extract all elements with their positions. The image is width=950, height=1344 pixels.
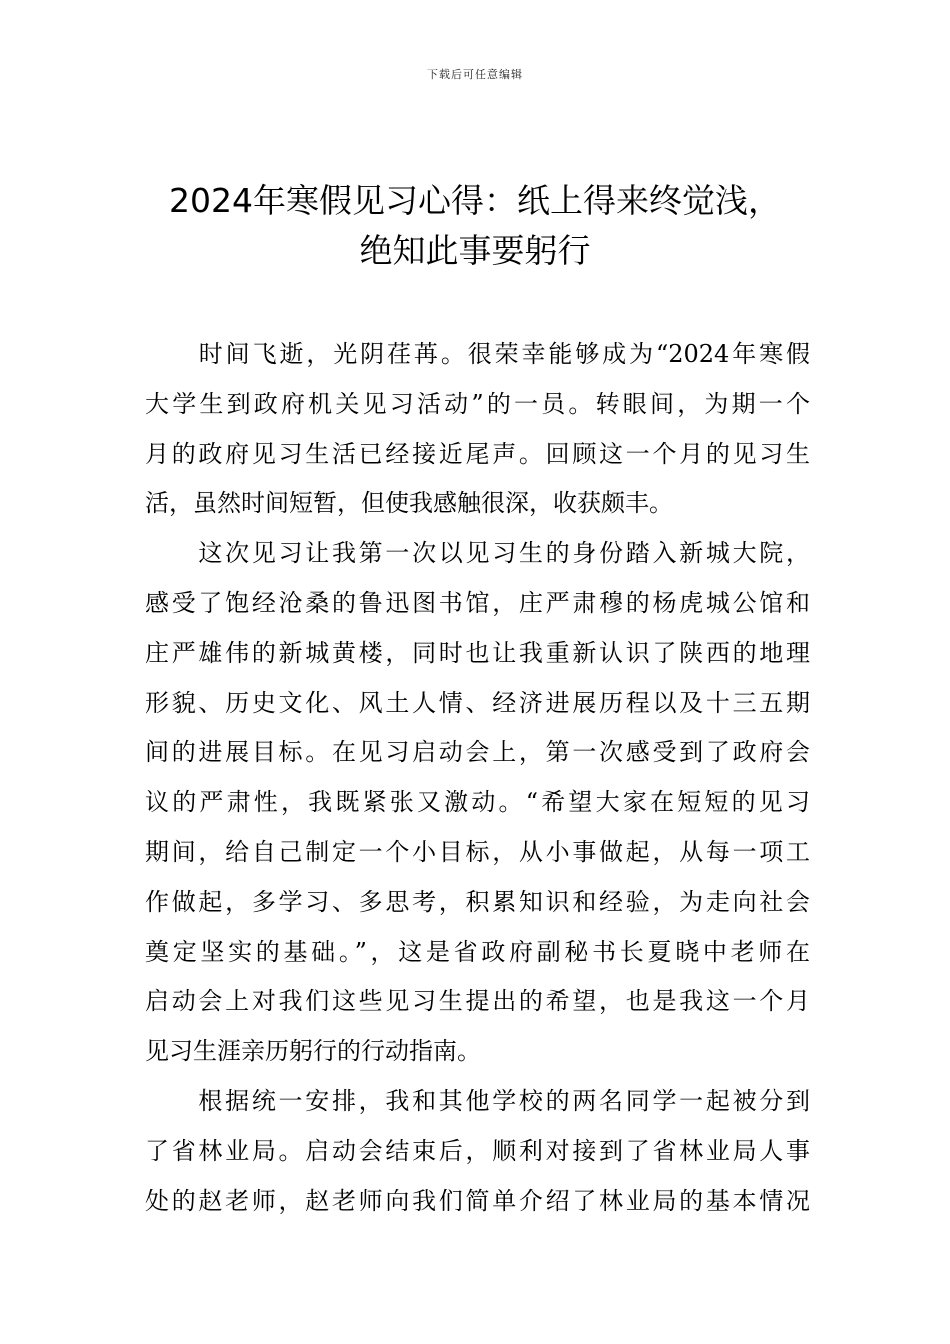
header-note: 下载后可任意编辑 [427, 68, 523, 81]
title-line-2: 绝知此事要躬行 [359, 231, 591, 270]
paragraph-line: 大学生到政府机关见习活动”的一员。转眼间，为期一个 [145, 389, 810, 418]
paragraph-line: 庄严雄伟的新城黄楼，同时也让我重新认识了陕西的地理 [145, 638, 810, 667]
paragraph-line: 作做起，多学习、多思考，积累知识和经验，为走向社会 [145, 887, 810, 916]
paragraph-line: 月的政府见习生活已经接近尾声。回顾这一个月的见习生 [145, 439, 810, 468]
paragraph-line: 根据统一安排，我和其他学校的两名同学一起被分到 [145, 1086, 810, 1115]
paragraph-line: 间的进展目标。在见习启动会上，第一次感受到了政府会 [145, 738, 810, 767]
paragraph-line: 感受了饱经沧桑的鲁迅图书馆，庄严肃穆的杨虎城公馆和 [145, 588, 810, 617]
paragraph-line: 形貌、历史文化、风土人情、经济进展历程以及十三五期 [145, 688, 810, 717]
paragraph-line: 启动会上对我们这些见习生提出的希望，也是我这一个月 [145, 987, 810, 1016]
document-title [120, 176, 830, 276]
paragraph-line: 期间，给自己制定一个小目标，从小事做起，从每一项工 [145, 837, 810, 866]
paragraph-line: 了省林业局。启动会结束后，顺利对接到了省林业局人事 [145, 1136, 810, 1165]
paragraph-2 [145, 529, 810, 1077]
paragraph-line: 处的赵老师，赵老师向我们简单介绍了林业局的基本情况 [145, 1186, 810, 1215]
title-line-1: 2024年寒假见习心得：纸上得来终觉浅， [169, 181, 781, 220]
paragraph-3 [145, 1077, 810, 1226]
paragraph-line: 活，虽然时间短暂，但使我感触很深，收获颇丰。 [145, 489, 673, 518]
paragraph-line: 这次见习让我第一次以见习生的身份踏入新城大院， [145, 539, 810, 568]
paragraph-1 [145, 330, 810, 529]
document-body [145, 330, 810, 1226]
paragraph-line: 时间飞逝，光阴荏苒。很荣幸能够成为“2024年寒假 [145, 340, 810, 368]
paragraph-line: 议的严肃性，我既紧张又激动。“希望大家在短短的见习 [145, 788, 810, 817]
paragraph-line: 奠定坚实的基础。”，这是省政府副秘书长夏晓中老师在 [145, 937, 810, 966]
paragraph-line: 见习生涯亲历躬行的行动指南。 [145, 1037, 481, 1066]
